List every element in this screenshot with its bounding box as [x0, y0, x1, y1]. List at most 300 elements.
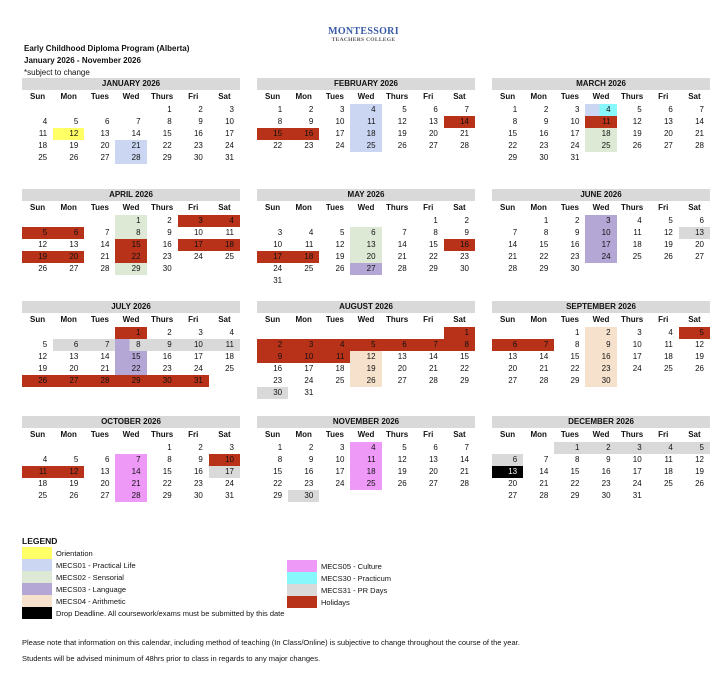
month-calendar	[492, 301, 710, 387]
month-header: AUGUST 2026	[257, 301, 475, 313]
day-cell: 13	[350, 239, 381, 251]
day-cell: 2	[464, 216, 469, 225]
day-cell: 26	[695, 479, 704, 488]
day-cell: 25	[38, 153, 48, 162]
day-name: Mon	[530, 92, 547, 101]
day-cell: 8	[167, 117, 172, 126]
day-cell: 19	[397, 467, 407, 476]
day-cell: 12	[695, 340, 704, 349]
day-cell: 5	[637, 105, 642, 114]
day-cell: 31	[632, 491, 642, 500]
day-name: Sat	[453, 430, 466, 439]
day-cell: 9	[574, 228, 580, 237]
legend-label: MECS04 - Arithmetic	[56, 596, 126, 606]
day-cell: 1	[574, 328, 580, 337]
day-cell: 17	[225, 129, 234, 138]
empty-cell	[350, 215, 381, 227]
day-cell: 30	[257, 387, 288, 399]
day-cell: 2	[585, 327, 616, 339]
empty-cell	[413, 327, 444, 339]
day-cell: 3	[617, 442, 648, 454]
day-cell: 12	[397, 455, 407, 464]
day-cell: 31	[178, 375, 209, 387]
day-name: Sat	[688, 203, 701, 212]
legend-swatch	[287, 596, 317, 608]
legend-label: Drop Deadline. All coursework/exams must be submitted by this date	[56, 608, 285, 618]
empty-cell	[22, 215, 53, 227]
day-cell: 26	[335, 264, 345, 273]
day-name: Fri	[188, 92, 199, 101]
legend-item	[22, 607, 284, 619]
day-cell: 6	[104, 117, 110, 126]
day-cell: 21	[508, 252, 518, 261]
day-cell: 6	[53, 227, 84, 239]
day-cell: 1	[433, 216, 438, 225]
day-cell: 30	[539, 153, 549, 162]
empty-cell	[115, 442, 146, 454]
day-cell: 2	[167, 216, 172, 225]
day-cell: 24	[335, 479, 345, 488]
empty-cell	[257, 215, 288, 227]
day-cell: 1	[277, 443, 283, 452]
day-cell: 10	[225, 117, 234, 126]
day-cell: 17	[304, 364, 314, 373]
day-name: Wed	[122, 92, 140, 101]
day-name: Tues	[325, 315, 344, 324]
day-name: Wed	[357, 315, 375, 324]
day-name: Thurs	[621, 203, 644, 212]
day-cell: 5	[679, 327, 710, 339]
day-cell: 1	[167, 105, 172, 114]
day-cell: 9	[308, 117, 314, 126]
month-calendar	[257, 301, 475, 399]
day-cell: 21	[539, 479, 549, 488]
day-cell: 4	[350, 104, 381, 116]
empty-cell	[53, 215, 84, 227]
day-cell: 22	[273, 479, 283, 488]
day-cell: 11	[38, 129, 48, 138]
day-cell: 13	[69, 240, 79, 249]
day-cell: 11	[350, 454, 381, 466]
day-cell: 24	[193, 252, 203, 261]
day-cell: 14	[695, 117, 704, 126]
day-cell: 5	[73, 455, 79, 464]
day-cell: 3	[574, 105, 580, 114]
empty-cell	[492, 442, 523, 454]
day-cell: 25	[350, 140, 381, 152]
day-cell: 20	[100, 141, 110, 150]
day-cell: 18	[350, 466, 381, 478]
month-calendar	[22, 189, 240, 275]
day-cell: 2	[198, 443, 203, 452]
day-name: Sun	[500, 92, 516, 101]
day-name: Tues	[560, 203, 579, 212]
day-cell: 10	[178, 339, 209, 351]
logo-line-2: TEACHERS COLLEGE	[331, 37, 396, 43]
day-cell: 8	[167, 455, 172, 464]
day-cell: 9	[257, 351, 288, 363]
day-cell: 24	[570, 141, 580, 150]
day-cell: 29	[508, 153, 518, 162]
day-cell: 28	[460, 141, 469, 150]
day-cell: 8	[433, 228, 438, 237]
day-cell: 15	[539, 240, 549, 249]
day-cell: 20	[695, 240, 704, 249]
day-cell: 13	[663, 117, 673, 126]
day-cell: 23	[460, 252, 469, 261]
day-name: Tues	[90, 430, 109, 439]
day-cell: 27	[100, 153, 110, 162]
day-name: Thurs	[151, 315, 174, 324]
day-cell: 16	[193, 129, 203, 138]
legend-label: MECS31 - PR Days	[321, 585, 388, 595]
day-cell: 25	[335, 376, 345, 385]
day-cell: 19	[350, 363, 381, 375]
day-cell: 21	[428, 364, 438, 373]
day-name: Mon	[295, 315, 312, 324]
day-name: Fri	[423, 92, 434, 101]
month-calendar	[492, 189, 710, 275]
day-cell: 4	[319, 339, 350, 351]
day-name: Tues	[560, 92, 579, 101]
day-cell: 2	[257, 339, 288, 351]
day-cell: 14	[508, 240, 518, 249]
day-cell: 19	[663, 240, 673, 249]
day-name: Sun	[265, 203, 281, 212]
day-cell: 3	[229, 105, 234, 114]
day-cell: 23	[570, 252, 580, 261]
month-calendar	[257, 78, 475, 152]
day-cell: 26	[397, 141, 407, 150]
day-name: Sat	[218, 315, 231, 324]
day-cell: 25	[663, 479, 673, 488]
day-cell: 25	[304, 264, 314, 273]
day-cell: 8	[574, 340, 580, 349]
day-cell: 26	[632, 141, 642, 150]
day-name: Sun	[30, 92, 46, 101]
day-name: Thurs	[621, 430, 644, 439]
day-cell: 30	[601, 491, 611, 500]
month-header: NOVEMBER 2026	[257, 416, 475, 428]
day-cell: 22	[428, 252, 438, 261]
day-cell: 5	[73, 117, 79, 126]
day-name: Fri	[658, 92, 669, 101]
legend-title: LEGEND	[22, 536, 58, 546]
day-cell: 31	[225, 153, 234, 162]
day-cell: 1	[167, 443, 172, 452]
day-cell: 29	[115, 263, 146, 275]
day-cell: 6	[382, 339, 413, 351]
day-name: Sat	[453, 92, 466, 101]
day-cell: 12	[632, 117, 642, 126]
day-cell: 20	[397, 364, 407, 373]
legend-label: MECS02 - Sensorial	[56, 572, 124, 582]
day-cell: 29	[115, 375, 146, 387]
day-cell: 18	[335, 364, 345, 373]
empty-cell	[53, 442, 84, 454]
note-change: Please note that information on this calendar, including method of teaching (In Class/Online) is subjective to change throughout the course of the year.	[22, 638, 520, 647]
empty-cell	[257, 327, 288, 339]
day-cell: 11	[22, 466, 53, 478]
day-cell: 28	[695, 141, 704, 150]
day-cell: 7	[402, 228, 407, 237]
day-name: Fri	[423, 315, 434, 324]
day-cell: 17	[335, 129, 345, 138]
day-cell: 21	[539, 364, 549, 373]
day-cell: 27	[428, 141, 438, 150]
day-name: Mon	[295, 92, 312, 101]
legend-swatch	[287, 560, 317, 572]
day-cell: 9	[198, 455, 203, 464]
day-cell: 6	[492, 454, 523, 466]
day-cell: 20	[663, 129, 673, 138]
day-cell: 16	[570, 240, 580, 249]
day-cell: 30	[193, 153, 203, 162]
day-name: Sat	[688, 430, 701, 439]
day-name: Sun	[500, 315, 516, 324]
day-cell: 12	[397, 117, 407, 126]
day-name: Tues	[90, 92, 109, 101]
day-cell: 21	[115, 478, 146, 490]
program-title: Early Childhood Diploma Program (Alberta)	[24, 44, 190, 53]
month-calendar	[22, 416, 240, 502]
day-name: Mon	[530, 430, 547, 439]
day-cell: 19	[695, 352, 704, 361]
day-cell: 28	[428, 376, 438, 385]
day-cell: 13	[679, 227, 710, 239]
day-cell: 5	[402, 105, 407, 114]
empty-cell	[288, 215, 319, 227]
day-cell: 8	[277, 455, 283, 464]
day-cell: 11	[585, 116, 616, 128]
day-name: Wed	[592, 430, 610, 439]
day-cell: 9	[167, 228, 172, 237]
day-name: Wed	[357, 203, 375, 212]
day-cell: 15	[257, 128, 288, 140]
day-cell: 16	[162, 352, 172, 361]
day-cell: 27	[695, 252, 704, 261]
day-cell: 18	[663, 352, 673, 361]
day-cell: 13	[508, 352, 518, 361]
day-cell: 1	[444, 327, 475, 339]
empty-cell	[382, 327, 413, 339]
day-cell: 17	[585, 239, 616, 251]
day-cell: 27	[508, 376, 518, 385]
month-header: DECEMBER 2026	[492, 416, 710, 428]
day-cell: 8	[574, 455, 580, 464]
day-cell: 3	[229, 443, 234, 452]
day-cell: 8	[277, 117, 283, 126]
day-cell: 16	[288, 128, 319, 140]
day-cell: 27	[508, 491, 518, 500]
day-cell: 9	[543, 117, 549, 126]
day-name: Mon	[60, 203, 77, 212]
day-cell: 17	[335, 467, 345, 476]
day-cell: 28	[84, 375, 115, 387]
day-cell: 26	[22, 375, 53, 387]
empty-cell	[84, 215, 115, 227]
day-cell: 4	[229, 328, 234, 337]
day-cell: 11	[225, 228, 234, 237]
day-cell: 12	[663, 228, 673, 237]
day-cell: 14	[444, 116, 475, 128]
day-cell: 17	[209, 466, 240, 478]
day-cell: 6	[492, 339, 523, 351]
day-cell: 28	[397, 264, 407, 273]
legend-swatch	[22, 607, 52, 619]
legend-item	[22, 559, 284, 571]
empty-cell	[22, 442, 53, 454]
day-cell: 27	[53, 375, 84, 387]
day-name: Tues	[560, 430, 579, 439]
day-cell: 21	[460, 129, 469, 138]
day-name: Tues	[325, 430, 344, 439]
day-cell: 5	[350, 339, 381, 351]
month-header: JUNE 2026	[492, 189, 710, 201]
day-cell: 30	[585, 375, 616, 387]
day-name: Mon	[295, 203, 312, 212]
day-cell: 25	[225, 364, 234, 373]
day-cell: 23	[162, 364, 172, 373]
day-cell: 23	[193, 141, 203, 150]
day-cell: 6	[350, 227, 381, 239]
day-cell: 26	[695, 364, 704, 373]
day-cell: 25	[225, 252, 234, 261]
legend-swatch	[22, 559, 52, 571]
day-cell: 5	[22, 227, 53, 239]
day-cell: 19	[69, 141, 79, 150]
day-name: Wed	[592, 92, 610, 101]
day-cell: 30	[147, 375, 178, 387]
day-cell: 20	[508, 479, 518, 488]
day-cell: 15	[115, 239, 146, 251]
day-cell: 25	[350, 478, 381, 490]
legend-label: MECS01 - Practical Life	[56, 560, 136, 570]
empty-cell	[53, 104, 84, 116]
day-cell: 16	[601, 467, 611, 476]
day-cell: 26	[397, 479, 407, 488]
day-cell: 18	[350, 128, 381, 140]
day-cell: 10	[570, 117, 580, 126]
logo-line-1: MONTESSORI	[328, 26, 399, 37]
empty-cell	[523, 327, 554, 339]
day-cell: 27	[100, 491, 110, 500]
day-cell: 29	[539, 264, 549, 273]
month-calendar	[492, 78, 710, 164]
day-cell: 30	[288, 490, 319, 502]
legend-label: Orientation	[56, 548, 93, 558]
day-cell: 14	[539, 467, 549, 476]
day-cell: 4	[308, 228, 314, 237]
day-cell: 29	[428, 264, 438, 273]
day-cell: 16	[539, 129, 549, 138]
day-cell: 29	[273, 491, 283, 500]
day-cell: 1	[543, 216, 549, 225]
legend-item	[22, 583, 284, 595]
day-cell: 10	[288, 351, 319, 363]
note-advised: Students will be advised minimum of 48hrs prior to class in regards to any major changes.	[22, 654, 321, 663]
day-cell: 29	[570, 491, 580, 500]
day-name: Thurs	[386, 430, 409, 439]
day-cell: 21	[460, 467, 469, 476]
day-name: Tues	[90, 315, 109, 324]
day-name: Wed	[592, 203, 610, 212]
month-calendar	[257, 189, 475, 287]
day-name: Wed	[357, 92, 375, 101]
day-cell: 15	[428, 240, 438, 249]
day-name: Sat	[688, 315, 701, 324]
day-cell: 2	[308, 105, 314, 114]
day-cell: 7	[136, 117, 141, 126]
day-cell: 16	[162, 240, 172, 249]
day-cell: 24	[304, 376, 314, 385]
day-cell: 5	[679, 442, 710, 454]
day-cell: 13	[428, 117, 438, 126]
day-cell: 14	[115, 466, 146, 478]
day-name: Wed	[592, 315, 610, 324]
day-cell: 15	[508, 129, 518, 138]
day-cell: 14	[460, 455, 469, 464]
day-cell: 22	[508, 141, 518, 150]
day-cell: 1	[554, 442, 585, 454]
day-cell: 19	[632, 129, 642, 138]
day-cell: 22	[570, 479, 580, 488]
legend-swatch	[22, 547, 52, 559]
day-cell: 30	[193, 491, 203, 500]
day-cell: 8	[115, 339, 146, 351]
day-cell: 28	[508, 264, 518, 273]
day-cell: 7	[543, 455, 549, 464]
day-name: Tues	[325, 92, 344, 101]
day-cell: 28	[115, 490, 146, 502]
empty-cell	[22, 104, 53, 116]
day-cell: 15	[115, 351, 146, 363]
day-cell: 21	[115, 140, 146, 152]
legend-item	[22, 547, 284, 559]
empty-cell	[84, 442, 115, 454]
day-name: Tues	[90, 203, 109, 212]
day-cell: 9	[308, 455, 314, 464]
legend-label: MECS05 - Culture	[321, 561, 382, 571]
day-cell: 22	[273, 141, 283, 150]
day-cell: 23	[162, 252, 172, 261]
day-cell: 29	[162, 153, 172, 162]
day-cell: 10	[335, 117, 345, 126]
empty-cell	[319, 327, 350, 339]
day-name: Sat	[218, 203, 231, 212]
day-cell: 25	[38, 491, 48, 500]
day-name: Wed	[122, 203, 140, 212]
day-cell: 12	[695, 455, 704, 464]
day-cell: 12	[53, 128, 84, 140]
day-cell: 27	[69, 264, 79, 273]
day-cell: 10	[632, 455, 642, 464]
day-cell: 7	[104, 228, 110, 237]
day-cell: 12	[38, 240, 48, 249]
day-cell: 12	[53, 466, 84, 478]
legend-swatch	[22, 583, 52, 595]
day-cell: 8	[512, 117, 518, 126]
month-calendar	[492, 416, 710, 502]
day-cell: 11	[633, 228, 642, 237]
month-header: OCTOBER 2026	[22, 416, 240, 428]
day-cell: 29	[162, 491, 172, 500]
legend-label: Holidays	[321, 597, 350, 607]
day-cell: 24	[585, 251, 616, 263]
day-cell: 3	[339, 105, 345, 114]
day-cell: 23	[304, 479, 314, 488]
day-name: Fri	[423, 430, 434, 439]
